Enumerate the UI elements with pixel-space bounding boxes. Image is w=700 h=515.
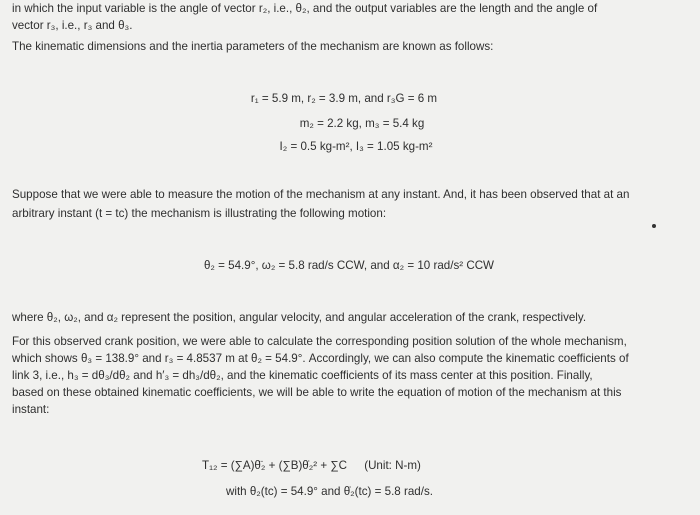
param-eq-lengths: r₁ = 5.9 m, r₂ = 3.9 m, and r₃G = 6 m [250,92,438,105]
param-eq-inertias: I₂ = 0.5 kg-m², I₃ = 1.05 kg-m² [279,140,433,153]
motion-equation: θ₂ = 54.9°, ω₂ = 5.8 rad/s CCW, and α₂ = 10 rad/s² CCW [203,259,495,272]
intro-line-3: The kinematic dimensions and the inertia parameters of the mechanism are known as follows: [12,40,494,53]
intro-line-2: vector r₃, i.e., r₃ and θ₃. [12,19,133,32]
final-condition: with θ₂(tc) = 54.9° and θ̇₂(tc) = 5.8 rad/s. [226,485,433,498]
final-equation-unit: (Unit: N-m) [364,459,421,472]
param-eq-masses: m₂ = 2.2 kg, m₃ = 5.4 kg [299,117,425,130]
motion-line-1: Suppose that we were able to measure the motion of the mechanism at any instant. And, it has been observed that at an [12,188,630,201]
final-equation-text: T₁₂ = (∑A)θ̈₂ + (∑B)θ̇₂² + ∑C [202,459,347,472]
body-line-2: which shows θ₃ = 138.9° and r₃ = 4.8537 m at θ₂ = 54.9°. Accordingly, we can also compute the kinematic coefficients of [12,352,629,365]
final-equation [202,457,421,474]
body-line-1: For this observed crank position, we were able to calculate the corresponding position solution of the whole mechanism, [12,335,627,348]
intro-line-1: in which the input variable is the angle of vector r₂, i.e., θ₂, and the output variables are the length and the angle of [12,2,598,15]
body-line-3: link 3, i.e., h₃ = dθ₃/dθ₂ and h′₃ = dh₃/dθ₂, and the kinematic coefficients of its mass center at this position. Finally, [12,369,593,382]
body-line-5: instant: [12,403,50,416]
bullet-dot [652,224,656,228]
body-line-4: based on these obtained kinematic coefficients, we will be able to write the equation of motion of the mechanism at this [12,386,622,399]
motion-line-2: arbitrary instant (t = tc) the mechanism is illustrating the following motion: [12,207,387,220]
where-line: where θ₂, ω₂, and α₂ represent the position, angular velocity, and angular acceleration of the crank, respectively. [12,311,587,324]
